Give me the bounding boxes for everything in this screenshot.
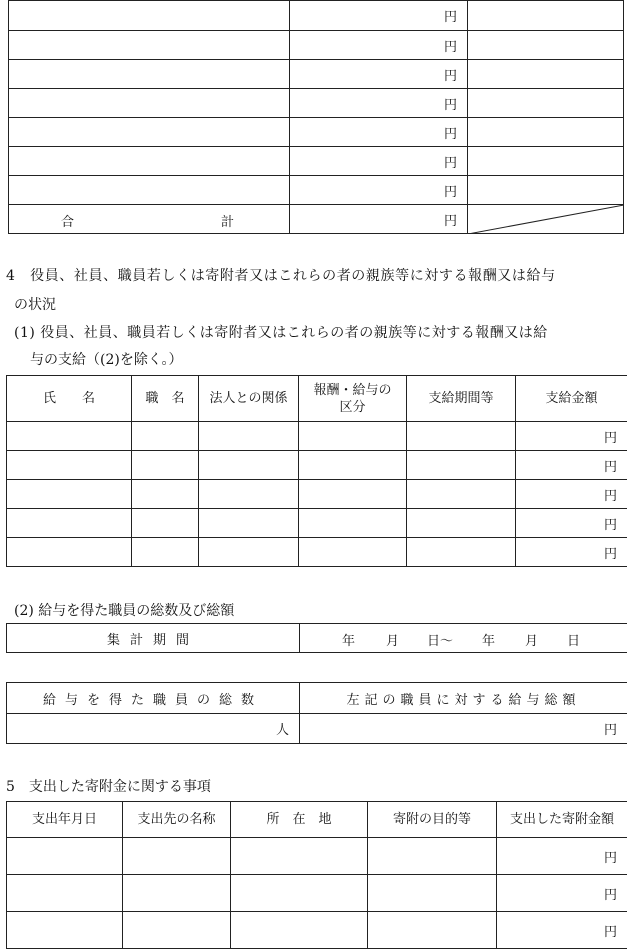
table-header-row xyxy=(7,376,627,422)
section5-heading: 5 支出した寄附金に関する事項 xyxy=(6,776,211,796)
period-label: 集計期間 xyxy=(7,624,300,653)
table-row xyxy=(9,147,624,176)
total-salary-cell: 円 xyxy=(300,714,627,744)
amount-cell: 円 xyxy=(290,31,468,60)
donation-table xyxy=(6,801,627,949)
table-header-row xyxy=(7,802,627,838)
period-table xyxy=(6,623,627,653)
table-row xyxy=(7,509,627,538)
header-name: 氏 名 xyxy=(7,376,132,422)
amount-cell: 円 xyxy=(497,838,627,875)
amount-cell: 円 xyxy=(497,912,627,949)
section3-table xyxy=(8,0,624,234)
table-row xyxy=(7,838,627,875)
total-label-right: 計 xyxy=(221,211,234,230)
period-year1: 年 xyxy=(342,630,355,649)
amount-cell: 円 xyxy=(516,509,627,538)
amount-cell: 円 xyxy=(290,89,468,118)
salary-total-table xyxy=(6,682,627,744)
period-month2: 月 xyxy=(525,630,538,649)
header-date: 支出年月日 xyxy=(7,802,123,838)
table-row xyxy=(9,1,624,31)
table-row xyxy=(7,451,627,480)
amount-cell: 円 xyxy=(290,60,468,89)
table-row xyxy=(9,60,624,89)
header-amount: 支給金額 xyxy=(516,376,627,422)
amount-cell: 円 xyxy=(497,875,627,912)
header-total-staff: 給与を得た職員の総数 xyxy=(7,683,300,714)
period-month1: 月 xyxy=(386,630,399,649)
amount-cell: 円 xyxy=(516,451,627,480)
section4-heading-line1: 4 役員、社員、職員若しくは寄附者又はこれらの者の親族等に対する報酬又は給与 xyxy=(6,265,556,285)
amount-cell: 円 xyxy=(516,480,627,509)
amount-cell: 円 xyxy=(516,538,627,567)
amount-cell: 円 xyxy=(290,1,468,31)
diagonal-cell xyxy=(468,205,624,234)
table-row xyxy=(7,875,627,912)
amount-cell: 円 xyxy=(290,176,468,205)
period-day1: 日〜 xyxy=(427,630,453,649)
header-recipient: 支出先の名称 xyxy=(123,802,231,838)
total-amount-cell: 円 xyxy=(290,205,468,234)
header-total-salary: 左記の職員に対する給与総額 xyxy=(300,683,627,714)
table-row xyxy=(7,422,627,451)
period-year2: 年 xyxy=(482,630,495,649)
header-type-line2: 区分 xyxy=(299,399,406,416)
table-row xyxy=(9,118,624,147)
total-row xyxy=(9,205,624,234)
amount-cell: 円 xyxy=(516,422,627,451)
total-label-left: 合 xyxy=(61,211,74,230)
amount-cell: 円 xyxy=(290,147,468,176)
total-label xyxy=(9,205,290,234)
period-value xyxy=(300,624,627,653)
header-type-line1: 報酬・給与の xyxy=(299,382,406,399)
header-period: 支給期間等 xyxy=(407,376,516,422)
table-row xyxy=(7,912,627,949)
table-row xyxy=(9,31,624,60)
header-position: 職 名 xyxy=(132,376,199,422)
table-row xyxy=(7,480,627,509)
diagonal-line xyxy=(468,205,624,234)
compensation-table xyxy=(6,375,627,567)
section4-sub2-heading: (2) 給与を得た職員の総数及び総額 xyxy=(14,600,234,620)
total-staff-cell: 人 xyxy=(7,714,300,744)
header-location: 所 在 地 xyxy=(231,802,368,838)
header-relation: 法人との関係 xyxy=(199,376,299,422)
header-purpose: 寄附の目的等 xyxy=(368,802,497,838)
table-row xyxy=(9,176,624,205)
table-row xyxy=(7,538,627,567)
header-donation-amount: 支出した寄附金額 xyxy=(497,802,627,838)
section4-sub1-line1: (1) 役員、社員、職員若しくは寄附者又はこれらの者の親族等に対する報酬又は給 xyxy=(14,322,548,342)
period-day2: 日 xyxy=(567,630,580,649)
table-row xyxy=(9,89,624,118)
amount-cell: 円 xyxy=(290,118,468,147)
section4-heading-line2: の状況 xyxy=(14,294,56,314)
section4-sub1-line2: 与の支給（(2)を除く。） xyxy=(30,349,183,369)
header-type xyxy=(299,376,407,422)
